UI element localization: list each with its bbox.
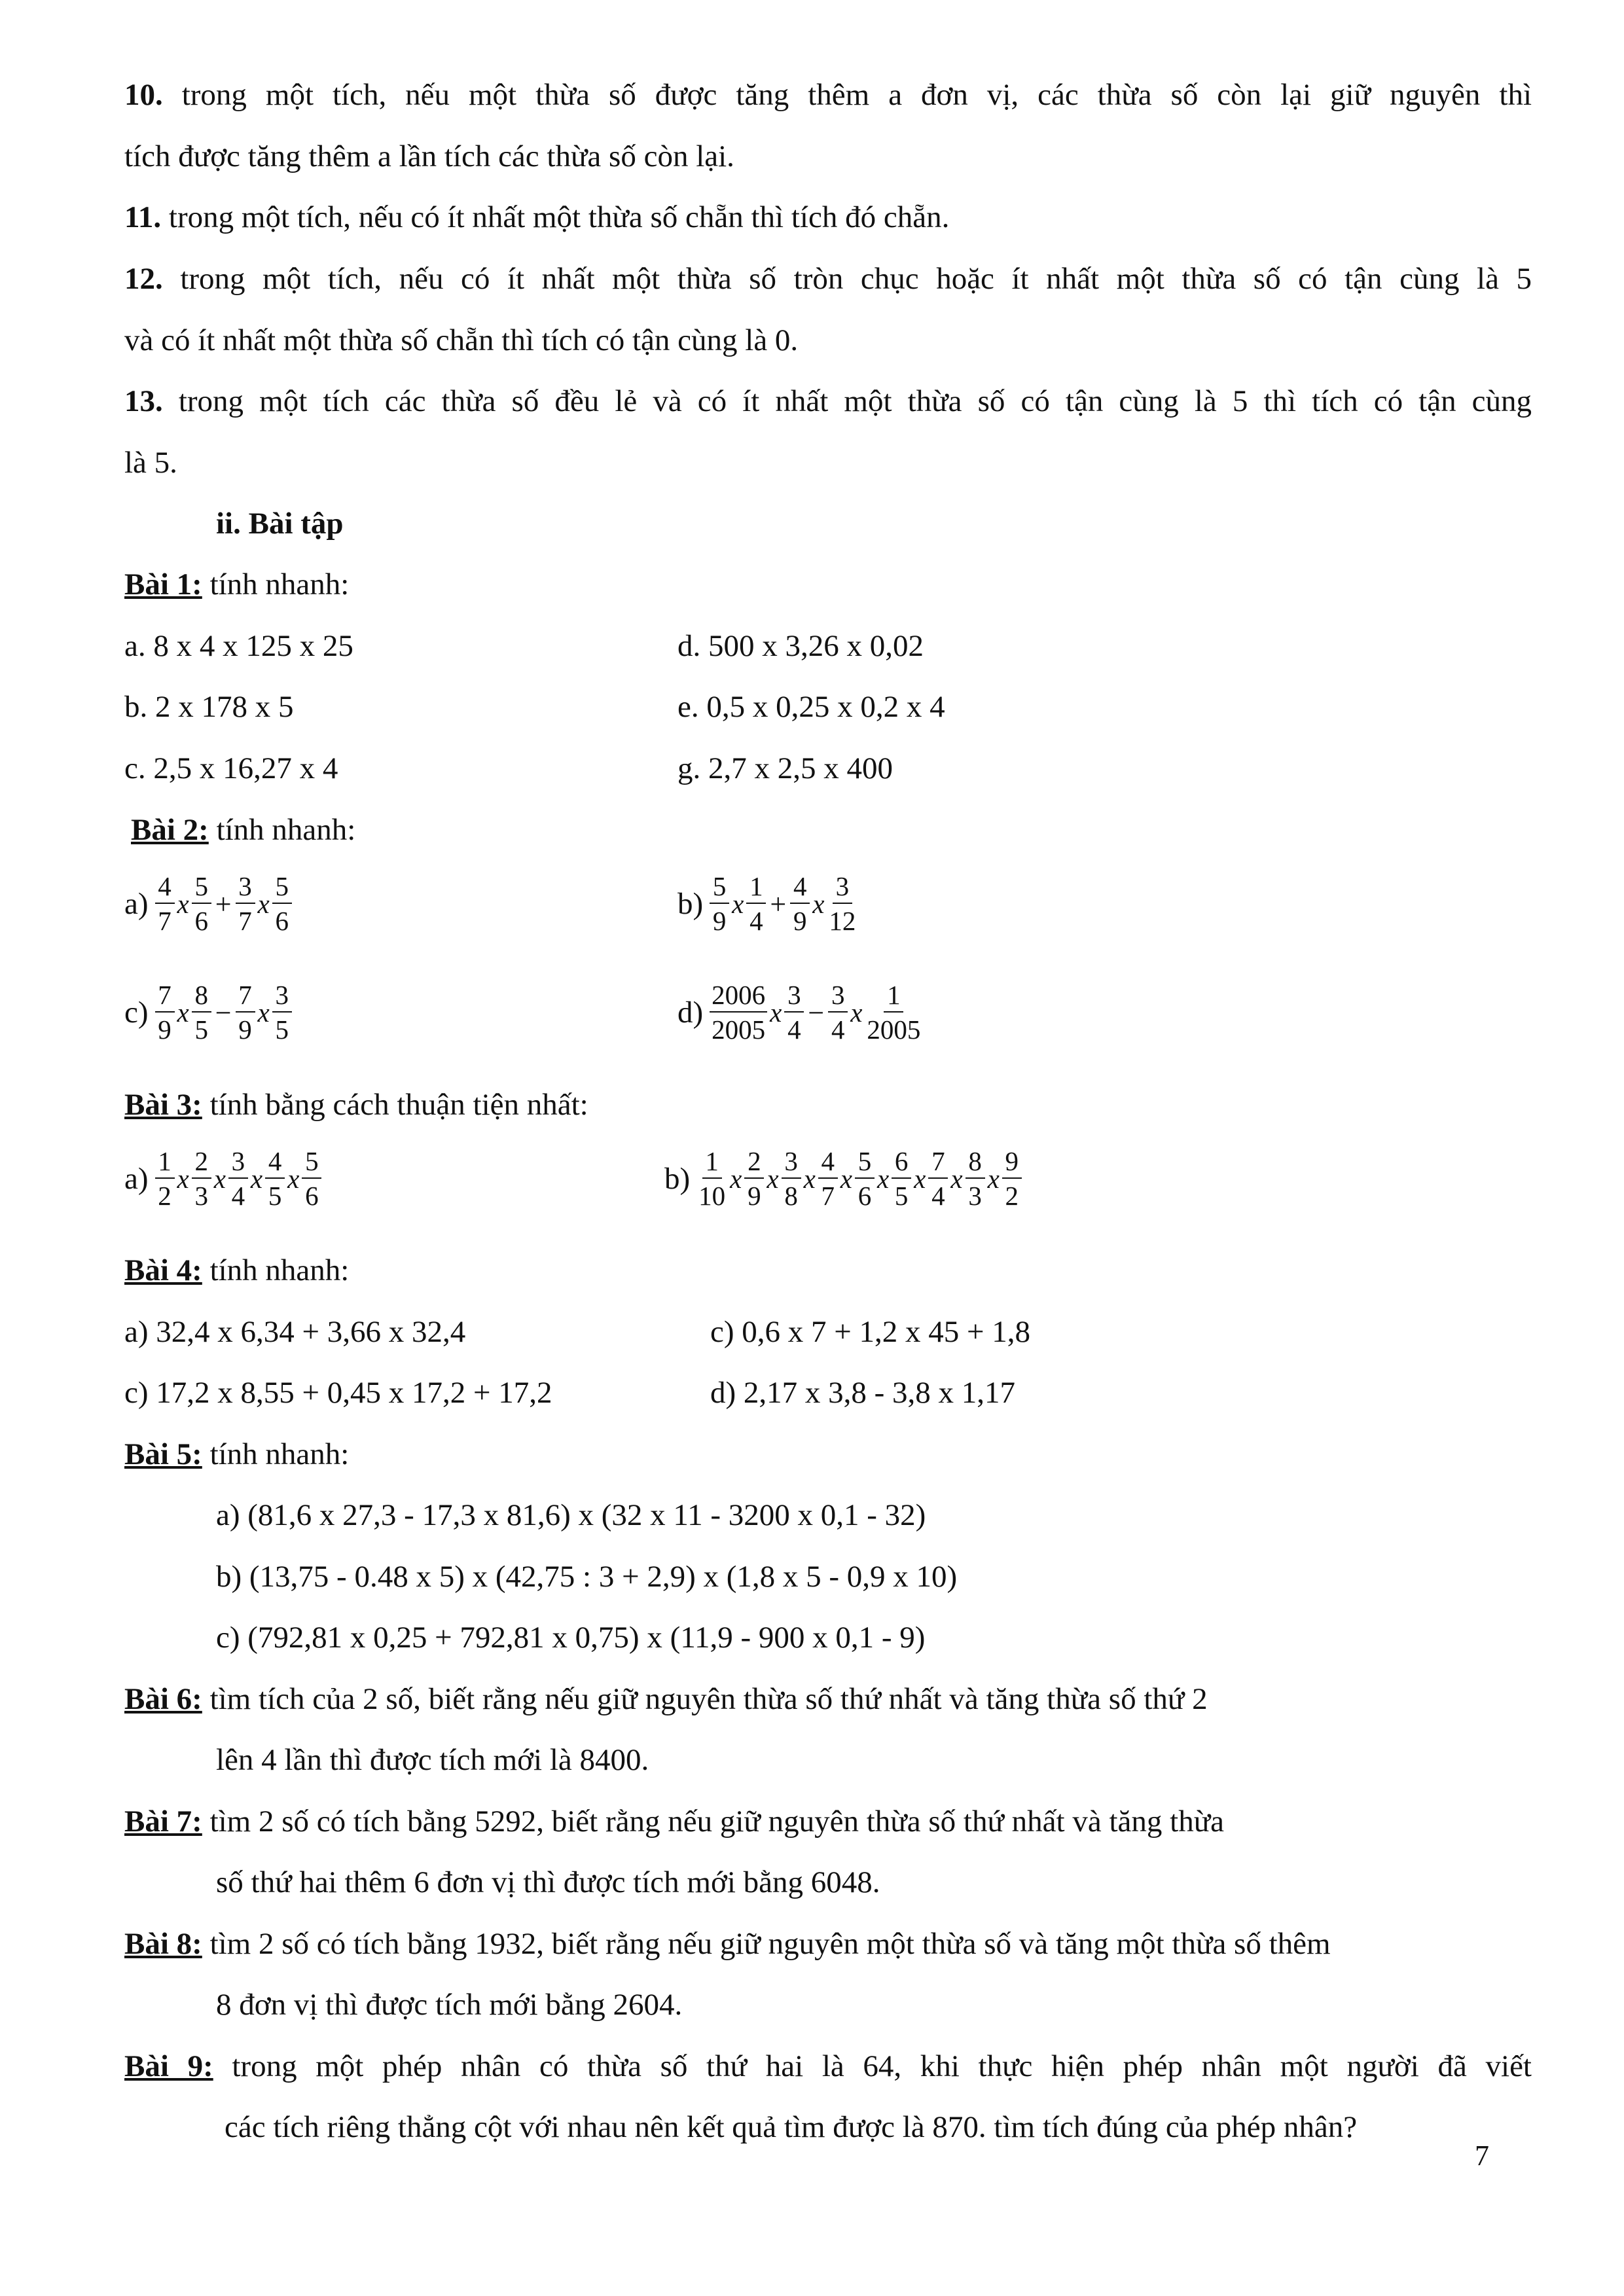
fraction-numerator: 3 (828, 982, 848, 1013)
exercise-instruction: tính bằng cách thuận tiện nhất: (202, 1088, 588, 1122)
exercise-1-item-e: e. 0,5 x 0,25 x 0,2 x 4 (677, 690, 945, 724)
property-text: trong một tích, nếu có ít nhất một thừa số chẵn thì tích đó chẵn. (168, 200, 950, 234)
exercise-4-item-d: d) 2,17 x 3,8 - 3,8 x 1,17 (710, 1376, 1016, 1410)
multiply-sign: x (803, 1164, 816, 1194)
fraction-numerator: 1 (884, 982, 903, 1013)
fraction (855, 1148, 875, 1210)
exercise-label: Bài 5: (124, 1437, 202, 1471)
fraction (236, 873, 255, 935)
fraction-numerator: 3 (784, 982, 804, 1013)
property-text: trong một tích, nếu có ít nhất một thừa số tròn chục hoặc ít nhất một thừa số có tận cùng là 5 (180, 262, 1532, 296)
exercise-label: Bài 8: (124, 1927, 202, 1961)
property-text: trong một tích các thừa số đều lẻ và có ít nhất một thừa số có tận cùng là 5 thì tích có tận cùng (178, 384, 1532, 418)
operator-sign: − (215, 996, 232, 1029)
fraction (192, 982, 211, 1043)
exercise-9-line-1 (124, 2051, 1532, 2082)
exercise-8-line-1 (124, 1929, 1331, 1960)
exercise-2-item-b (677, 873, 859, 935)
fraction-numerator: 5 (272, 873, 292, 904)
property-number: 12. (124, 262, 163, 296)
fraction-denominator: 8 (784, 1181, 798, 1211)
fraction (892, 1148, 911, 1210)
property-number: 13. (124, 384, 163, 418)
fraction (272, 873, 292, 935)
fraction (710, 982, 767, 1043)
exercise-2-heading (131, 815, 355, 846)
multiply-sign: x (812, 889, 825, 919)
fraction-numerator: 5 (710, 873, 729, 904)
fraction-denominator: 2 (158, 1181, 171, 1211)
exercise-1-heading (124, 569, 349, 600)
property-12-line-2: và có ít nhất một thừa số chẵn thì tích có tận cùng là 0. (124, 323, 799, 357)
exercise-5-item-b: b) (13,75 - 0.48 x 5) x (42,75 : 3 + 2,9) x (1,8 x 5 - 0,9 x 10) (216, 1560, 958, 1594)
fraction-denominator: 5 (268, 1181, 282, 1211)
property-10-line-1 (124, 80, 1532, 111)
exercise-3-item-b (664, 1148, 1023, 1210)
fraction (828, 982, 848, 1043)
multiply-sign: x (850, 997, 863, 1028)
section-title: ii. Bài tập (216, 507, 344, 541)
fraction-denominator: 3 (968, 1181, 982, 1211)
fraction-numerator: 2 (192, 1148, 211, 1179)
exercise-7-line-2: số thứ hai thêm 6 đơn vị thì được tích mới bằng 6048. (216, 1865, 880, 1899)
item-label: a) (124, 1162, 149, 1196)
item-label: a) (124, 887, 149, 921)
fraction-numerator: 4 (818, 1148, 838, 1179)
item-label: b) (677, 887, 704, 921)
fraction-numerator: 6 (892, 1148, 911, 1179)
operator-sign: + (770, 888, 787, 920)
fraction-denominator: 5 (194, 1014, 208, 1045)
fraction (696, 1148, 727, 1210)
fraction (155, 982, 175, 1043)
fraction-numerator: 7 (928, 1148, 948, 1179)
property-13-line-2: là 5. (124, 446, 177, 480)
fraction-denominator: 6 (275, 906, 289, 936)
fraction-numerator: 8 (192, 982, 211, 1013)
fraction-denominator: 9 (158, 1014, 171, 1045)
exercise-instruction: tính nhanh: (202, 1253, 350, 1287)
exercise-2-item-d (677, 982, 924, 1043)
exercise-7-line-1 (124, 1806, 1224, 1837)
multiply-sign: x (914, 1164, 926, 1194)
exercise-3-item-a (124, 1148, 323, 1210)
fraction-denominator: 7 (821, 1181, 835, 1211)
fraction (865, 982, 922, 1043)
fraction (236, 982, 255, 1043)
property-12-line-1 (124, 264, 1532, 295)
fraction-denominator: 10 (698, 1181, 726, 1211)
fraction-denominator: 6 (194, 906, 208, 936)
multiply-sign: x (257, 997, 270, 1028)
fraction-numerator: 1 (702, 1148, 722, 1179)
multiply-sign: x (950, 1164, 963, 1194)
fraction (265, 1148, 285, 1210)
fraction-numerator: 2 (744, 1148, 764, 1179)
fraction-denominator: 2005 (867, 1014, 921, 1045)
fraction (192, 873, 211, 935)
exercise-text: tìm 2 số có tích bằng 1932, biết rằng nếu giữ nguyên một thừa số và tăng một thừa số thêm (202, 1927, 1331, 1961)
exercise-1-item-d: d. 500 x 3,26 x 0,02 (677, 629, 924, 663)
fraction (928, 1148, 948, 1210)
exercise-instruction: tính nhanh: (208, 813, 356, 847)
fraction-denominator: 5 (894, 1181, 909, 1211)
exercise-label: Bài 3: (124, 1088, 202, 1122)
exercise-1-item-g: g. 2,7 x 2,5 x 400 (677, 751, 893, 785)
fraction-numerator: 2006 (710, 982, 767, 1013)
multiply-sign: x (287, 1164, 300, 1194)
fraction-denominator: 9 (793, 906, 807, 936)
multiply-sign: x (177, 889, 189, 919)
fraction-numerator: 7 (155, 982, 175, 1013)
fraction-numerator: 4 (155, 873, 175, 904)
fraction (827, 873, 857, 935)
fraction-denominator: 12 (829, 906, 856, 936)
property-number: 11. (124, 200, 162, 234)
multiply-sign: x (840, 1164, 852, 1194)
fraction (302, 1148, 321, 1210)
fraction-numerator: 3 (228, 1148, 248, 1179)
multiply-sign: x (732, 889, 744, 919)
exercise-6-line-2: lên 4 lần thì được tích mới là 8400. (216, 1743, 649, 1777)
exercise-9-line-2: các tích riêng thẳng cột với nhau nên kết quả tìm được là 870. tìm tích đúng của phép nhân? (225, 2110, 1358, 2144)
property-number: 10. (124, 78, 163, 112)
fraction (744, 1148, 764, 1210)
fraction-numerator: 5 (192, 873, 211, 904)
fraction-denominator: 9 (712, 906, 727, 936)
exercise-2-item-c (124, 982, 293, 1043)
exercise-4-item-c1: c) 0,6 x 7 + 1,2 x 45 + 1,8 (710, 1315, 1031, 1349)
fraction-denominator: 2005 (712, 1014, 766, 1045)
exercise-5-item-c: c) (792,81 x 0,25 + 792,81 x 0,75) x (11,9 - 900 x 0,1 - 9) (216, 1621, 926, 1655)
page-number: 7 (1475, 2140, 1489, 2172)
fraction-denominator: 6 (305, 1181, 319, 1211)
fraction-denominator: 4 (931, 1181, 945, 1211)
exercise-label: Bài 2: (131, 813, 209, 847)
fraction-denominator: 5 (275, 1014, 289, 1045)
fraction-numerator: 9 (1002, 1148, 1022, 1179)
fraction-denominator: 9 (748, 1181, 761, 1211)
fraction (1002, 1148, 1022, 1210)
exercise-text: tìm tích của 2 số, biết rằng nếu giữ nguyên thừa số thứ nhất và tăng thừa số thứ 2 (202, 1682, 1208, 1716)
exercise-1-item-a: a. 8 x 4 x 125 x 25 (124, 629, 353, 663)
fraction-denominator: 4 (231, 1181, 245, 1211)
fraction-denominator: 9 (238, 1014, 252, 1045)
fraction (782, 1148, 801, 1210)
fraction-numerator: 3 (833, 873, 852, 904)
property-10-line-2: tích được tăng thêm a lần tích các thừa số còn lại. (124, 139, 734, 173)
exercise-6-line-1 (124, 1684, 1208, 1715)
exercise-label: Bài 9: (124, 2049, 213, 2083)
fraction-numerator: 8 (965, 1148, 985, 1179)
fraction-numerator: 7 (236, 982, 255, 1013)
fraction (818, 1148, 838, 1210)
fraction-denominator: 7 (238, 906, 252, 936)
fraction-numerator: 1 (155, 1148, 175, 1179)
exercise-4-item-c2: c) 17,2 x 8,55 + 0,45 x 17,2 + 17,2 (124, 1376, 552, 1410)
multiply-sign: x (213, 1164, 226, 1194)
operator-sign: + (215, 888, 232, 920)
exercise-5-heading (124, 1439, 349, 1470)
multiply-sign: x (250, 1164, 263, 1194)
exercise-label: Bài 4: (124, 1253, 202, 1287)
item-label: b) (664, 1162, 691, 1196)
fraction-denominator: 4 (831, 1014, 845, 1045)
property-11 (124, 202, 949, 233)
multiply-sign: x (177, 1164, 189, 1194)
fraction (155, 873, 175, 935)
exercise-text: tìm 2 số có tích bằng 5292, biết rằng nếu giữ nguyên thừa số thứ nhất và tăng thừa (202, 1804, 1225, 1839)
fraction-numerator: 5 (855, 1148, 875, 1179)
exercise-label: Bài 1: (124, 567, 202, 601)
exercise-2-item-a (124, 873, 293, 935)
fraction (155, 1148, 175, 1210)
exercise-1-item-b: b. 2 x 178 x 5 (124, 690, 294, 724)
multiply-sign: x (257, 889, 270, 919)
fraction-numerator: 5 (302, 1148, 321, 1179)
fraction (965, 1148, 985, 1210)
operator-sign: − (808, 996, 825, 1029)
fraction-numerator: 3 (236, 873, 255, 904)
fraction-numerator: 3 (782, 1148, 801, 1179)
fraction (272, 982, 292, 1043)
fraction (228, 1148, 248, 1210)
exercise-3-heading (124, 1090, 588, 1121)
fraction-denominator: 4 (749, 906, 763, 936)
fraction-denominator: 3 (194, 1181, 208, 1211)
fraction (192, 1148, 211, 1210)
exercise-label: Bài 6: (124, 1682, 202, 1716)
exercise-instruction: tính nhanh: (202, 1437, 350, 1471)
fraction-denominator: 2 (1005, 1181, 1019, 1211)
multiply-sign: x (730, 1164, 742, 1194)
exercise-instruction: tính nhanh: (202, 567, 350, 601)
multiply-sign: x (177, 997, 189, 1028)
multiply-sign: x (987, 1164, 1000, 1194)
exercise-1-item-c: c. 2,5 x 16,27 x 4 (124, 751, 338, 785)
fraction-denominator: 7 (158, 906, 171, 936)
fraction-denominator: 4 (787, 1014, 801, 1045)
fraction-denominator: 6 (857, 1181, 872, 1211)
property-text: trong một tích, nếu một thừa số được tăng thêm a đơn vị, các thừa số còn lại giữ nguyên thì (181, 78, 1532, 112)
fraction-numerator: 4 (790, 873, 810, 904)
fraction-numerator: 1 (746, 873, 766, 904)
item-label: d) (677, 996, 704, 1030)
item-label: c) (124, 996, 149, 1030)
exercise-label: Bài 7: (124, 1804, 202, 1839)
fraction-numerator: 3 (272, 982, 292, 1013)
fraction (790, 873, 810, 935)
exercise-text: trong một phép nhân có thừa số thứ hai là 64, khi thực hiện phép nhân một người đã viết (213, 2049, 1532, 2083)
fraction (784, 982, 804, 1043)
fraction-numerator: 4 (265, 1148, 285, 1179)
multiply-sign: x (770, 997, 782, 1028)
exercise-5-item-a: a) (81,6 x 27,3 - 17,3 x 81,6) x (32 x 11 - 3200 x 0,1 - 32) (216, 1498, 926, 1532)
fraction (746, 873, 766, 935)
exercise-4-item-a: a) 32,4 x 6,34 + 3,66 x 32,4 (124, 1315, 466, 1349)
multiply-sign: x (767, 1164, 779, 1194)
exercise-8-line-2: 8 đơn vị thì được tích mới bằng 2604. (216, 1988, 683, 2022)
exercise-4-heading (124, 1255, 349, 1286)
fraction (710, 873, 729, 935)
multiply-sign: x (876, 1164, 890, 1194)
property-13-line-1 (124, 386, 1532, 417)
